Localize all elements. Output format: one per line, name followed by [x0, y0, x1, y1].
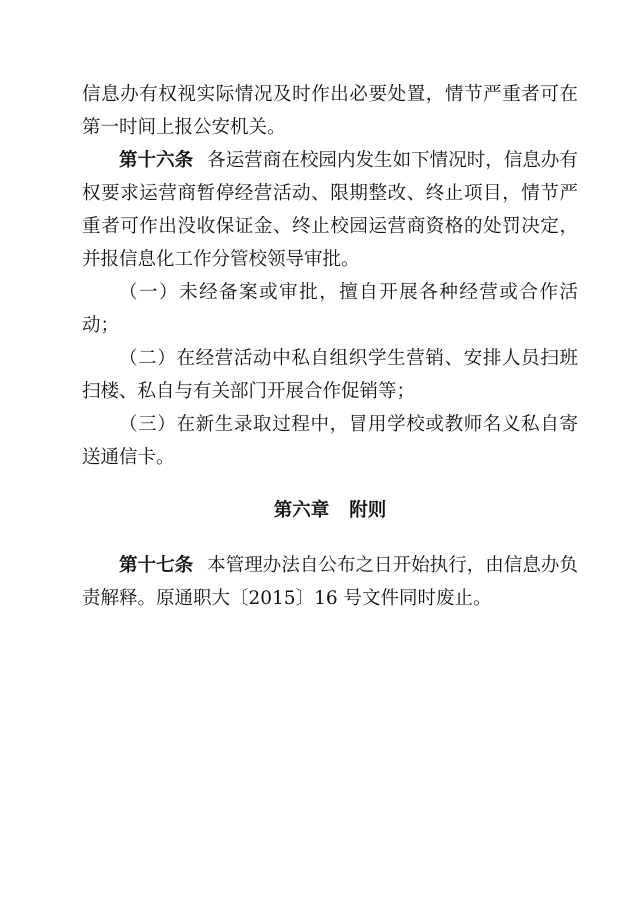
chapter-title: 附则 [349, 500, 387, 521]
list-item-3: （三）在新生录取过程中，冒用学校或教师名义私自寄送通信卡。 [82, 414, 578, 468]
continuation-paragraph: 信息办有权视实际情况及时作出必要处置，情节严重者可在第一时间上报公安机关。 [82, 84, 578, 138]
article-16-text: 各运营商在校园内发生如下情况时，信息办有权要求运营商暂停经营活动、限期整改、终止项目，情节严重者可作出没收保证金、终止校园运营商资格的处罚决定，并报信息化工作分管校领导审批。 [82, 150, 578, 270]
article-17-number: 第十七条 [119, 555, 194, 576]
article-17-text: 本管理办法自公布之日开始执行，由信息办负责解释。原通职大〔2015〕16 号文件同时废止。 [82, 555, 578, 609]
list-item-2: （二）在经营活动中私自组织学生营销、安排人员扫班扫楼、私自与有关部门开展合作促销等； [82, 348, 578, 402]
chapter-heading [82, 494, 578, 527]
article-16-paragraph [82, 144, 578, 276]
article-17-paragraph [82, 549, 578, 615]
list-item-1: （一）未经备案或审批，擅自开展各种经营或合作活动； [82, 282, 578, 336]
article-16-number: 第十六条 [119, 150, 194, 171]
chapter-number: 第六章 [273, 500, 330, 521]
document-page [82, 78, 578, 615]
